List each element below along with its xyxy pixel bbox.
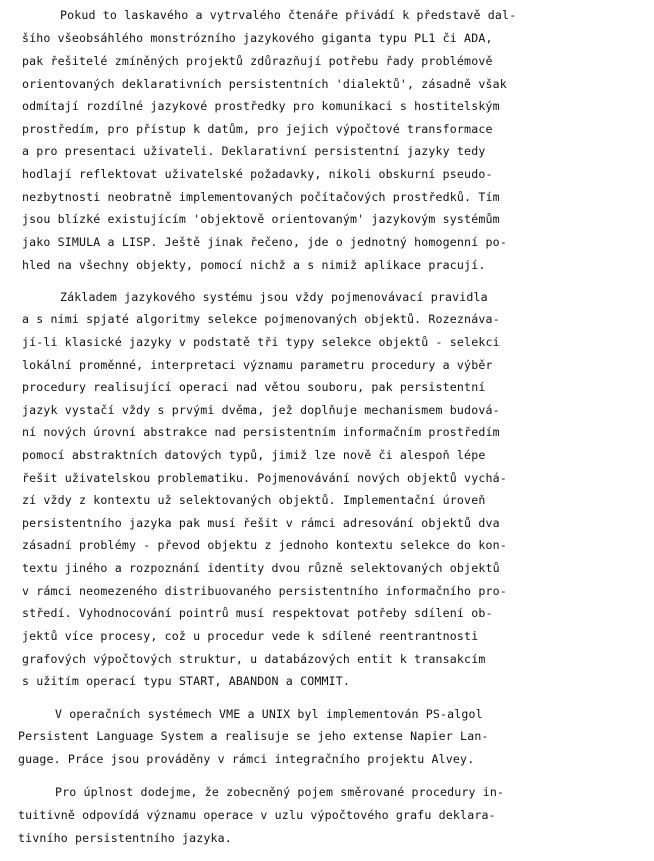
- text-line: jazyk vystačí vždy s prvými dvěma, jež doplňuje mechanismem budová-: [22, 403, 500, 417]
- text-line: pomocí abstraktních datových typů, jimiž lze nově či alespoň lépe: [22, 448, 486, 462]
- text-line: ní nových úrovní abstrakce nad persistentním informačním prostředím: [22, 425, 500, 439]
- text-line: pak řešitelé zmíněných projektů zdůrazňují potřebu řady problémově: [22, 54, 493, 68]
- text-line: odmítají rozdílné jazykové prostředky pro komunikaci s hostitelským: [22, 99, 500, 113]
- text-line: středí. Vyhodnocování pointrů musí respektovat potřeby sdílení ob-: [22, 606, 493, 620]
- text-line: jí-li klasické jazyky v podstatě tři typy selekce objektů - selekci: [22, 335, 500, 349]
- text-line: a s nimi spjaté algoritmy selekce pojmenovaných objektů. Rozeznáva-: [22, 312, 500, 326]
- text-line: prostředím, pro přístup k datům, pro jejich výpočtové transformace: [22, 122, 493, 136]
- text-line: lokální proměnné, interpretaci významu parametru procedury a výběr: [22, 358, 493, 372]
- text-line: textu jiného a rozpoznání identity dvou různě selektovaných objektů: [22, 561, 500, 575]
- text-line: hodlají reflektovat uživatelské požadavky, nikoli obskurní pseudo-: [22, 167, 493, 181]
- text-line: jako SIMULA a LISP. Ještě jinak řečeno, jde o jednotný homogenní po-: [22, 235, 507, 249]
- text-line: V operačních systémech VME a UNIX byl implementován PS-algol: [55, 707, 483, 721]
- text-line: šího všeobsáhlého monstrózního jazykového giganta typu PL1 či ADA,: [22, 31, 493, 45]
- text-line: procedury realisující operaci nad větou souboru, pak persistentní: [22, 380, 486, 394]
- text-line: jsou blízké existujícím 'objektově orientovaným' jazykovým systémům: [22, 212, 500, 226]
- text-line: Základem jazykového systému jsou vždy pojmenovávací pravidla: [60, 290, 488, 304]
- text-line: persistentního jazyka pak musí řešit v rámci adresování objektů dva: [22, 516, 500, 530]
- text-line: guage. Práce jsou prováděny v rámci integračního projektu Alvey.: [18, 752, 475, 766]
- text-line: zí vždy z kontextu už selektovaných objektů. Implementační úroveň: [22, 493, 486, 507]
- text-line: tivního persistentního jazyka.: [18, 831, 232, 845]
- text-line: Persistent Language System a realisuje se jeho extense Napier Lan-: [18, 729, 489, 743]
- text-line: orientovaných deklarativních persistentních 'dialektů', zásadně však: [22, 77, 507, 91]
- text-line: hled na všechny objekty, pomocí nichž a s nimiž aplikace pracují.: [22, 258, 486, 272]
- text-line: nezbytnosti neobratně implementovaných počítačových prostředků. Tím: [22, 190, 500, 204]
- text-line: Pokud to laskavého a vytrvalého čtenáře přivádí k představě dal-: [60, 8, 517, 22]
- text-line: a pro presentaci uživateli. Deklarativní persistentní jazyky tedy: [22, 144, 486, 158]
- text-line: řešit uživatelskou problematiku. Pojmenovávání nových objektů vychá-: [22, 471, 507, 485]
- text-line: jektů více procesy, což u procedur vede k sdílené reentrantnosti: [22, 629, 479, 643]
- text-line: zásadní problémy - převod objektu z jednoho kontextu selekce do kon-: [22, 538, 507, 552]
- text-line: s užitím operací typu START, ABANDON a COMMIT.: [22, 674, 350, 688]
- text-line: tuitivně odpovídá významu operace v uzlu výpočtového grafu deklara-: [18, 808, 496, 822]
- text-line: v rámci neomezeného distribuovaného persistentního informačního pro-: [22, 584, 507, 598]
- text-line: Pro úplnost dodejme, že zobecněný pojem směrované procedury in-: [55, 785, 505, 799]
- text-line: grafových výpočtových struktur, u databázových entit k transakcím: [22, 652, 486, 666]
